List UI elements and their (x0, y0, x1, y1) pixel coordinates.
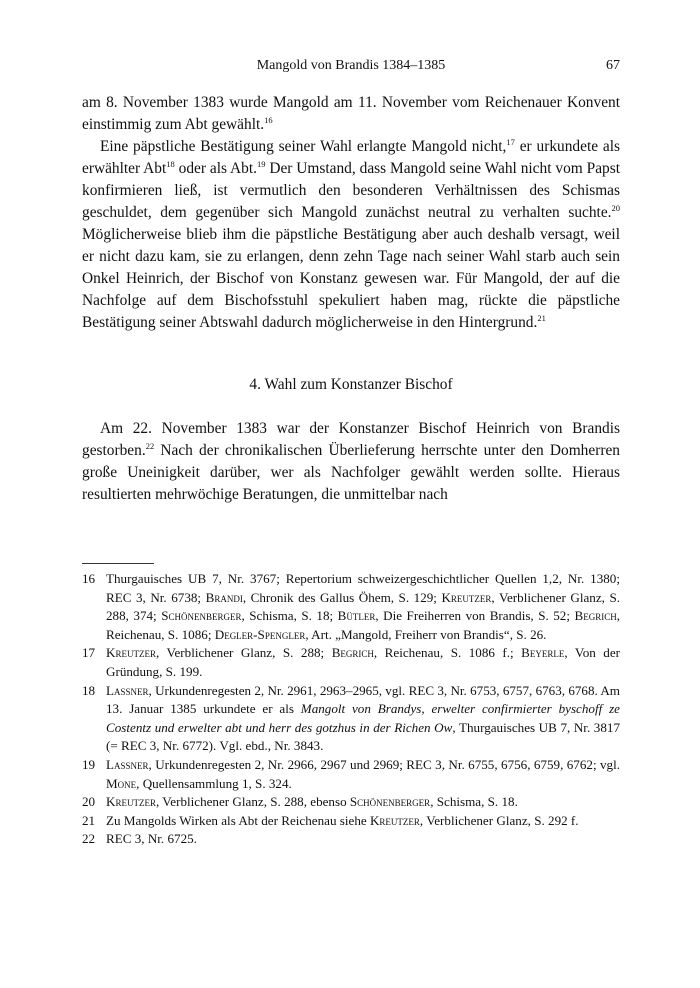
footnote-text: Thurgauisches UB 7, Nr. 3767; Repertorium schweizergeschichtlicher Quellen 1,2, Nr. 1380; REC 3, Nr. 6738; Brandi, Chronik des Gallus Öhem, S. 129; Kreutzer, Verblichener Glanz, S. 288, 374; Schönenberger, Schisma, S. 18; Bütler, Die Freiherren von Brandis, S. 52; Begrich, Reichenau, S. 1086; Degler-Spengler, Art. „Mangold, Freiherr von Brandis“, S. 26. (106, 571, 621, 642)
footnotes (82, 570, 620, 849)
footnote-ref-19[interactable]: 19 (256, 159, 266, 169)
paragraph-3: Am 22. November 1383 war der Konstanzer Bischof Heinrich von Brandis gestorben.$^{22}$ Nach der chronikalischen Überlieferung herrschte unter den Domherren große Uneinigkeit darüber, wer als Nachfolger gewählt werden sollte. Hieraus resultierten mehrwöchige Beratungen, die unmittelbar nach (82, 420, 620, 503)
running-header (82, 58, 620, 80)
footnote-21 (82, 812, 620, 831)
footnote-ref-16[interactable]: 16 (264, 115, 273, 125)
footnote-18 (82, 682, 620, 756)
paragraph-2: Eine päpstliche Bestätigung seiner Wahl erlangte Mangold nicht,$^{17}$ er urkundete als erwählter Abt$^{18}$ oder als Abt.$^{19}$ Der Umstand, dass Mangold seine Wahl nicht vom Papst konfirmieren ließ, ist vermutlich den besonderen Verhältnissen des Schismas geschuldet, dem gegenüber sich Mangold zunächst neutral zu verhalten suchte.$^{20}$ Möglicherweise blieb ihm die päpstliche Bestätigung aber auch deshalb versagt, weil er nicht dazu kam, sie zu erlangen, denn zehn Tage nach seiner Wahl starb auch sein Onkel Heinrich, der Bischof von Konstanz gewesen war. Für Mangold, der auf die Nachfolge auf dem Bischofsstuhl spekuliert haben mag, rückte die päpstliche Bestätigung seiner Abtswahl dadurch möglicherweise in den Hintergrund.$^{21}$ (82, 137, 621, 331)
main-text (82, 92, 620, 506)
footnote-ref-18[interactable]: 18 (166, 159, 175, 169)
footnote-text: Lassner, Urkundenregesten 2, Nr. 2966, 2967 und 2969; REC 3, Nr. 6755, 6756, 6759, 6762; vgl. Mone, Quellensammlung 1, S. 324. (106, 756, 620, 791)
footnote-text: Kreutzer, Verblichener Glanz, S. 288; Begrich, Reichenau, S. 1086 f.; Beyerle, Von der Gründung, S. 199. (106, 645, 620, 679)
footnote-number: 18 (82, 682, 96, 698)
running-title: Mangold von Brandis 1384–1385 (256, 58, 446, 73)
footnote-text: REC 3, Nr. 6725. (106, 831, 197, 847)
page-number: 67 (606, 58, 620, 73)
footnote-ref-20[interactable]: 20 (611, 203, 620, 213)
footnote-text: Kreutzer, Verblichener Glanz, S. 288, ebenso Schönenberger, Schisma, S. 18. (106, 794, 518, 810)
footnote-number: 20 (82, 794, 96, 810)
footnote-17 (82, 644, 620, 681)
section-heading: 4. Wahl zum Konstanzer Bischof (249, 376, 453, 393)
footnote-ref-22[interactable]: 22 (145, 441, 155, 451)
footnote-20 (82, 793, 620, 812)
footnote-22 (82, 830, 620, 849)
footnote-number: 22 (82, 831, 96, 847)
footnote-16 (82, 570, 620, 644)
footnote-divider (82, 563, 154, 564)
footnote-number: 17 (82, 645, 96, 661)
footnote-number: 21 (82, 812, 96, 828)
footnote-number: 16 (82, 571, 96, 586)
footnote-ref-17[interactable]: 17 (506, 137, 515, 147)
footnote-19 (82, 756, 620, 793)
footnote-text: Zu Mangolds Wirken als Abt der Reichenau siehe Kreutzer, Verblichener Glanz, S. 292 f. (106, 812, 579, 828)
paragraph-1: am 8. November 1383 wurde Mangold am 11. November vom Reichenauer Konvent einstimmig zum Abt gewählt.$^{16}$ (82, 94, 620, 133)
footnote-ref-21[interactable]: 21 (537, 313, 546, 323)
footnote-text: Lassner, Urkundenregesten 2, Nr. 2961, 2963–2965, vgl. REC 3, Nr. 6753, 6757, 6763, 6768. Am 13. Januar 1385 urkundete er als Mangolt von Brandys, erwelter confirmierter byschoff ze Costentz und erwelter abt und herr des gotzhus in der Richen Ow, Thurgauisches UB 7, Nr. 3817 (= REC 3, Nr. 6772). Vgl. ebd., Nr. 3843. (106, 682, 620, 754)
footnote-number: 19 (82, 756, 96, 772)
